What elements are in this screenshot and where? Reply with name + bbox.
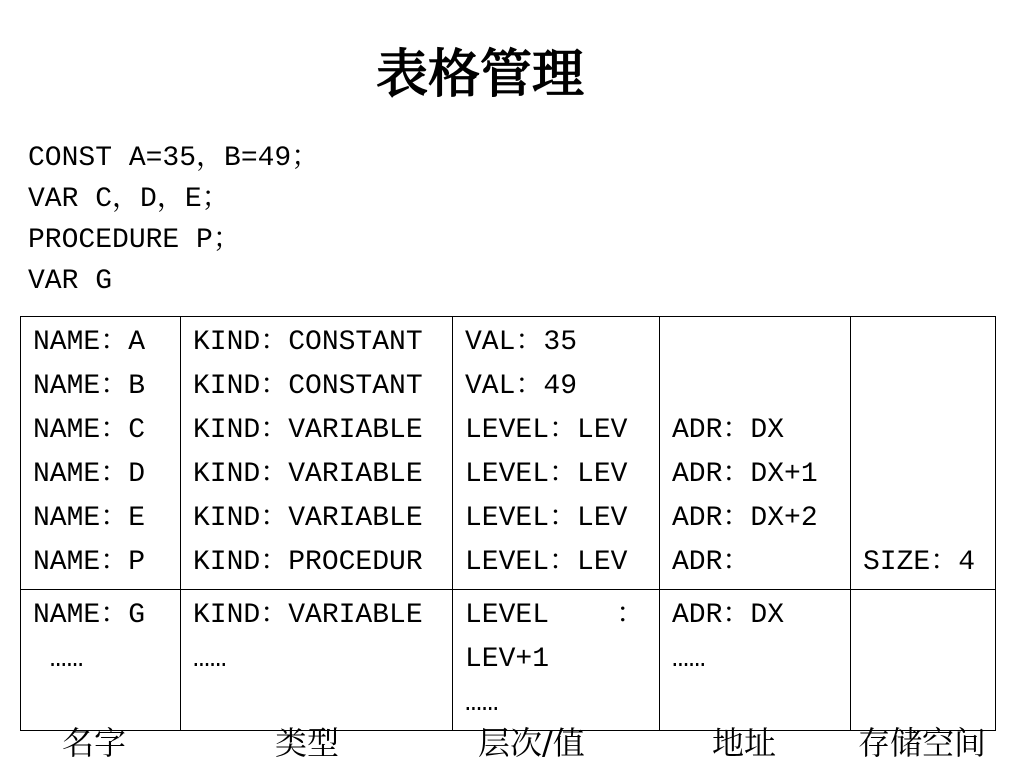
level-value-entry: LEVEL：LEV (465, 415, 628, 446)
name-entry: NAME：D (33, 459, 146, 490)
code-line: CONST A=35，B=49； (28, 143, 320, 174)
address-entry (672, 365, 838, 409)
level-value-entry: LEVEL：LEV (465, 547, 628, 578)
code-line: PROCEDURE P； (28, 225, 241, 256)
address-entry: ADR：DX (672, 600, 785, 631)
level-value-cell (453, 317, 660, 590)
kind-entry: KIND：VARIABLE (193, 503, 423, 534)
name-entry: NAME：G (33, 600, 146, 631)
column-header-level-value: 层次/值 (478, 724, 585, 762)
table-row (21, 317, 996, 590)
address-entry: ADR：DX+2 (672, 503, 818, 534)
table-row (21, 590, 996, 731)
symbol-table (20, 316, 996, 731)
slide-title: 表格管理 (375, 45, 584, 105)
name-entry: NAME：E (33, 503, 146, 534)
column-header-row (20, 718, 995, 768)
level-value-entry: LEVEL：LEV (465, 459, 628, 490)
column-header-name: 名字 (62, 724, 127, 762)
name-entry: …… (33, 644, 84, 675)
size-entry: SIZE：4 (863, 547, 976, 578)
address-cell (660, 590, 851, 731)
name-entry: NAME：C (33, 415, 146, 446)
address-entry (672, 321, 838, 365)
name-entry: NAME：P (33, 547, 146, 578)
level-value-entry: …… (465, 688, 499, 719)
column-header-kind: 类型 (275, 724, 340, 762)
kind-entry: KIND：VARIABLE (193, 415, 423, 446)
address-entry: …… (672, 644, 706, 675)
level-value-entry: VAL：35 (465, 327, 578, 358)
level-value-entry: VAL：49 (465, 371, 578, 402)
name-cell (21, 590, 181, 731)
name-entry: NAME：A (33, 327, 146, 358)
kind-entry: KIND：PROCEDUR (193, 547, 423, 578)
kind-cell (181, 317, 453, 590)
column-header-storage: 存储空间 (858, 724, 987, 762)
size-cell (851, 590, 996, 731)
address-entry: ADR：DX+1 (672, 459, 818, 490)
column-header-address: 地址 (712, 724, 777, 762)
size-cell (851, 317, 996, 590)
level-value-entry: LEVEL ： (465, 600, 645, 631)
code-line: VAR G (28, 266, 113, 297)
kind-entry: KIND：VARIABLE (193, 600, 423, 631)
kind-entry: KIND：CONSTANT (193, 327, 423, 358)
kind-entry: KIND：CONSTANT (193, 371, 423, 402)
kind-cell (181, 590, 453, 731)
code-line: VAR C，D，E； (28, 184, 230, 215)
level-value-entry: LEV+1 (465, 644, 550, 675)
kind-entry: KIND：VARIABLE (193, 459, 423, 490)
address-entry: ADR： (672, 547, 751, 578)
name-cell (21, 317, 181, 590)
address-cell (660, 317, 851, 590)
level-value-entry: LEVEL：LEV (465, 503, 628, 534)
source-code-block (28, 138, 319, 302)
name-entry: NAME：B (33, 371, 146, 402)
address-entry: ADR：DX (672, 415, 785, 446)
kind-entry: …… (193, 644, 227, 675)
level-value-cell (453, 590, 660, 731)
